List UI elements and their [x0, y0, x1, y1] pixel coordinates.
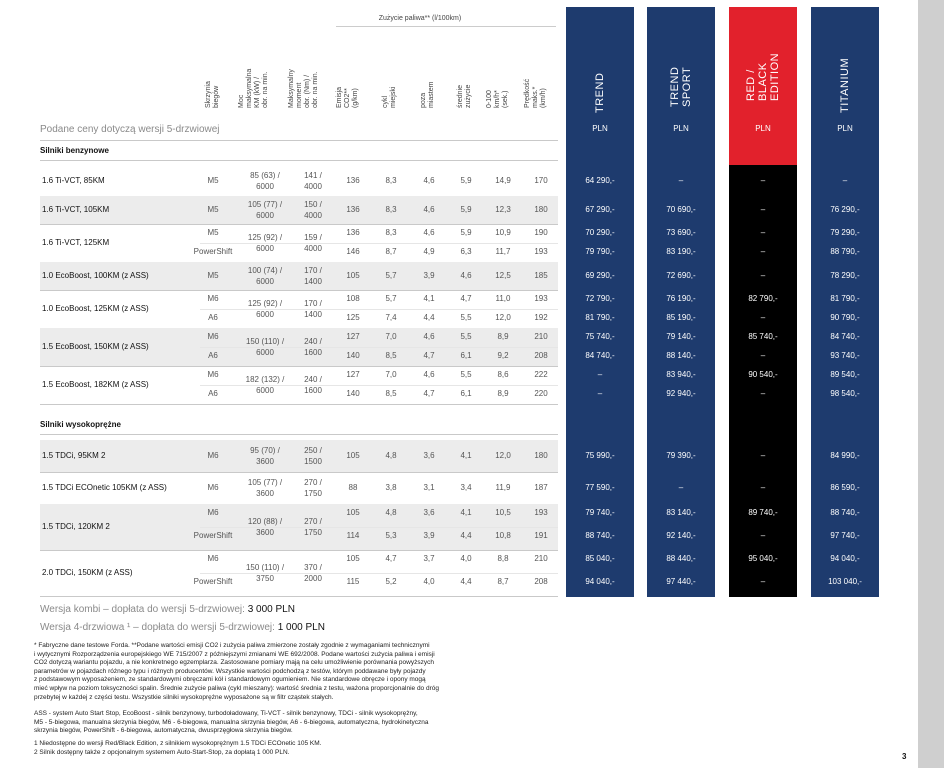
- price-value: 70 290,-: [585, 228, 615, 237]
- price-value: 88 790,-: [830, 247, 860, 256]
- spec-vmax: 191: [534, 531, 548, 540]
- subrow-divider: [200, 309, 558, 310]
- price-value: –: [760, 351, 766, 360]
- spec-hwy: 3,9: [423, 531, 435, 540]
- footnote-line: * Fabryczne dane testowe Forda. **Podane wartości emisji CO2 i zużycia paliwa zmierzone zostały zgodnie z wymaganiami technicznymi: [34, 642, 430, 649]
- price-value: 89 740,-: [748, 508, 778, 517]
- spec-avg: 5,5: [460, 332, 472, 341]
- spec-vmax: 193: [534, 508, 548, 517]
- spec-co2: 105: [346, 451, 360, 460]
- subrow-divider: [200, 385, 558, 386]
- spec-city: 4,8: [385, 451, 397, 460]
- spec-city: 7,0: [385, 370, 397, 379]
- price-value: 75 990,-: [585, 451, 615, 460]
- spec-hwy: 3,6: [423, 508, 435, 517]
- spec-hwy: 3,9: [423, 271, 435, 280]
- row-divider: [40, 290, 558, 291]
- price-value: 88 140,-: [666, 351, 696, 360]
- spec-header: [336, 28, 382, 108]
- row-divider: [40, 596, 558, 597]
- power-value: 105 (77) / 3600: [247, 478, 283, 498]
- spec-vmax: 210: [534, 554, 548, 563]
- subrow-divider: [200, 527, 558, 528]
- spec-acc: 8,7: [497, 577, 509, 586]
- power-value: 95 (70) / 3600: [250, 446, 280, 466]
- price-value: 97 740,-: [830, 531, 860, 540]
- price-value: –: [760, 313, 766, 322]
- spec-gear: A6: [208, 389, 218, 398]
- price-value: 92 140,-: [666, 531, 696, 540]
- trim-column-currency: PLN: [673, 124, 689, 133]
- price-value: 98 540,-: [830, 389, 860, 398]
- row-divider: [40, 550, 558, 551]
- spec-city: 5,7: [385, 271, 397, 280]
- spec-vmax: 187: [534, 483, 548, 492]
- price-value: 76 190,-: [666, 294, 696, 303]
- spec-city: 4,8: [385, 508, 397, 517]
- spec-co2: 105: [346, 508, 360, 517]
- spec-city: 4,7: [385, 554, 397, 563]
- spec-gear: A6: [208, 351, 218, 360]
- spec-hwy: 4,7: [423, 389, 435, 398]
- power-value: 125 (92) / 6000: [247, 233, 283, 253]
- spec-avg: 5,9: [460, 228, 472, 237]
- price-value: 81 790,-: [830, 294, 860, 303]
- price-value: 97 440,-: [666, 577, 696, 586]
- spec-gear: PowerShift: [193, 247, 233, 256]
- price-value: 79 740,-: [585, 508, 615, 517]
- spec-header: [524, 28, 570, 108]
- spec-vmax: 185: [534, 271, 548, 280]
- price-value: 70 690,-: [666, 205, 696, 214]
- endnote-line: 2 Silnik dostępny także z opcjonalnym systemem Auto-Start-Stop, za dopłatą 1 000 PLN.: [34, 748, 290, 756]
- price-value: 85 040,-: [585, 554, 615, 563]
- spec-avg: 4,7: [460, 294, 472, 303]
- engine-name: 2.0 TDCi, 150KM (z ASS): [42, 568, 133, 577]
- kombi-note: [40, 604, 295, 615]
- trim-column-currency: PLN: [592, 124, 608, 133]
- spec-gear: M6: [207, 332, 219, 341]
- spec-gear: M5: [207, 271, 219, 280]
- spec-hwy: 4,4: [423, 313, 435, 322]
- spec-acc: 10,9: [495, 228, 511, 237]
- price-value: –: [760, 577, 766, 586]
- spec-co2: 127: [346, 370, 360, 379]
- spec-co2: 115: [346, 577, 360, 586]
- price-value: 64 290,-: [585, 176, 615, 185]
- spec-hwy: 4,6: [423, 332, 435, 341]
- section-rule: [40, 434, 558, 435]
- price-value: 81 790,-: [585, 313, 615, 322]
- power-value: 85 (63) / 6000: [250, 171, 280, 191]
- spec-gear: M5: [207, 176, 219, 185]
- subrow-divider: [200, 573, 558, 574]
- engine-name: 1.0 EcoBoost, 125KM (z ASS): [42, 304, 149, 313]
- section-rule: [40, 160, 558, 161]
- price-value: –: [760, 228, 766, 237]
- price-value: –: [760, 451, 766, 460]
- engine-name: 1.6 Ti-VCT, 105KM: [42, 205, 110, 214]
- trim-column-header: [566, 7, 634, 165]
- price-value: 73 690,-: [666, 228, 696, 237]
- subrow-divider: [200, 243, 558, 244]
- row-divider: [40, 224, 558, 225]
- spec-hwy: 4,0: [423, 577, 435, 586]
- price-value: 79 790,-: [585, 247, 615, 256]
- price-value: 86 590,-: [830, 483, 860, 492]
- spec-co2: 114: [346, 531, 360, 540]
- price-value: 93 740,-: [830, 351, 860, 360]
- fuel-header-rule: [336, 26, 556, 27]
- price-value: 85 740,-: [748, 332, 778, 341]
- kombi-note-label: Wersja kombi – dopłata do wersji 5-drzwiowej:: [40, 604, 248, 615]
- price-value: 94 040,-: [585, 577, 615, 586]
- spec-avg: 6,3: [460, 247, 472, 256]
- spec-acc: 12,0: [495, 451, 511, 460]
- spec-header-text: Emisja CO2** (g/km): [336, 86, 359, 108]
- spec-acc: 8,8: [497, 554, 509, 563]
- spec-co2: 140: [346, 389, 360, 398]
- spec-avg: 4,4: [460, 531, 472, 540]
- page-number: 3: [902, 752, 907, 761]
- spec-vmax: 208: [534, 351, 548, 360]
- engine-name: 1.6 Ti-VCT, 125KM: [42, 238, 110, 247]
- price-value: 85 190,-: [666, 313, 696, 322]
- spec-avg: 5,9: [460, 176, 472, 185]
- row-divider: [40, 404, 558, 405]
- power-value: 105 (77) / 6000: [247, 200, 283, 220]
- spec-header-text: Maksymalny moment obr. (Nm) / obr. na min.: [288, 69, 319, 108]
- spec-city: 8,5: [385, 389, 397, 398]
- power-value: 125 (92) / 6000: [247, 299, 283, 319]
- price-value: 84 740,-: [585, 351, 615, 360]
- spec-header-text: Prędkość maks.* (km/h): [524, 78, 547, 108]
- subrow-divider: [200, 347, 558, 348]
- price-value: –: [760, 483, 766, 492]
- torque-value: 170 / 1400: [304, 266, 322, 286]
- spec-gear: M5: [207, 228, 219, 237]
- spec-gear: M6: [207, 554, 219, 563]
- torque-value: 250 / 1500: [304, 446, 322, 466]
- price-value: 84 990,-: [830, 451, 860, 460]
- spec-gear: PowerShift: [193, 531, 233, 540]
- spec-acc: 12,3: [495, 205, 511, 214]
- spec-co2: 105: [346, 554, 360, 563]
- spec-acc: 8,6: [497, 370, 509, 379]
- price-value: 78 290,-: [830, 271, 860, 280]
- spec-hwy: 4,6: [423, 370, 435, 379]
- spec-hwy: 4,6: [423, 228, 435, 237]
- torque-value: 240 / 1600: [304, 337, 322, 357]
- spec-vmax: 193: [534, 247, 548, 256]
- spec-header-text: 0-100 km/h* (sek.): [486, 90, 509, 108]
- trim-column-name: TREND SPORT: [669, 66, 693, 107]
- engine-name: 1.6 Ti-VCT, 85KM: [42, 176, 105, 185]
- spec-gear: M6: [207, 370, 219, 379]
- spec-city: 5,3: [385, 531, 397, 540]
- engine-name: 1.5 TDCi, 95KM 2: [42, 451, 106, 460]
- spec-co2: 105: [346, 271, 360, 280]
- endnote-line: 1 Niedostępne do wersji Red/Black Edition, z silnikiem wysokoprężnym 1.5 TDCi ECOnetic 105 KM.: [34, 740, 322, 747]
- spec-avg: 5,9: [460, 205, 472, 214]
- spec-avg: 5,5: [460, 313, 472, 322]
- spec-city: 5,7: [385, 294, 397, 303]
- kombi-note-value: 3 000 PLN: [247, 604, 295, 615]
- spec-city: 5,2: [385, 577, 397, 586]
- spec-acc: 12,0: [495, 313, 511, 322]
- price-value: 94 040,-: [830, 554, 860, 563]
- spec-vmax: 208: [534, 577, 548, 586]
- spec-header: [382, 28, 420, 108]
- spec-gear: M6: [207, 483, 219, 492]
- power-value: 150 (110) / 6000: [245, 337, 285, 357]
- spec-city: 8,7: [385, 247, 397, 256]
- torque-value: 370 / 2000: [304, 563, 322, 583]
- price-value: –: [678, 176, 684, 185]
- spec-avg: 4,0: [460, 554, 472, 563]
- price-value: 84 740,-: [830, 332, 860, 341]
- price-value: –: [760, 389, 766, 398]
- price-value: 72 690,-: [666, 271, 696, 280]
- spec-avg: 5,5: [460, 370, 472, 379]
- spec-hwy: 4,6: [423, 176, 435, 185]
- spec-vmax: 190: [534, 228, 548, 237]
- notice-text: Podane ceny dotyczą wersji 5-drzwiowej: [40, 124, 220, 135]
- page-edge: [918, 0, 944, 768]
- spec-hwy: 4,9: [423, 247, 435, 256]
- spec-co2: 140: [346, 351, 360, 360]
- spec-co2: 136: [346, 176, 360, 185]
- spec-gear: M5: [207, 205, 219, 214]
- four-door-note-value: 1 000 PLN: [277, 622, 325, 633]
- price-value: 79 390,-: [666, 451, 696, 460]
- spec-city: 3,8: [385, 483, 397, 492]
- spec-header-text: cykl miejski: [382, 86, 397, 108]
- trim-column-name: TITANIUM: [839, 57, 851, 113]
- spec-acc: 14,9: [495, 176, 511, 185]
- spec-avg: 4,4: [460, 577, 472, 586]
- table-top-rule: [40, 140, 558, 141]
- spec-co2: 136: [346, 228, 360, 237]
- trim-column-currency: PLN: [755, 124, 771, 133]
- spec-avg: 4,1: [460, 508, 472, 517]
- price-value: 83 190,-: [666, 247, 696, 256]
- row-divider: [40, 366, 558, 367]
- engine-name: 1.5 TDCi ECOnetic 105KM (z ASS): [42, 483, 167, 492]
- fuel-header: Zużycie paliwa** (l/100km): [378, 15, 462, 22]
- engine-name: 1.0 EcoBoost, 100KM (z ASS): [42, 271, 149, 280]
- spec-header: [420, 28, 458, 108]
- spec-header-text: średnie zużycie: [457, 84, 472, 108]
- spec-city: 8,3: [385, 176, 397, 185]
- torque-value: 170 / 1400: [304, 299, 322, 319]
- torque-value: 270 / 1750: [304, 517, 322, 537]
- price-value: 83 140,-: [666, 508, 696, 517]
- power-value: 182 (132) / 6000: [245, 375, 285, 395]
- spec-vmax: 193: [534, 294, 548, 303]
- spec-co2: 146: [346, 247, 360, 256]
- spec-acc: 11,9: [495, 483, 511, 492]
- power-value: 120 (88) / 3600: [247, 517, 283, 537]
- spec-acc: 8,9: [497, 389, 509, 398]
- price-value: 92 940,-: [666, 389, 696, 398]
- spec-avg: 4,1: [460, 451, 472, 460]
- torque-value: 141 / 4000: [304, 171, 322, 191]
- price-value: 82 790,-: [748, 294, 778, 303]
- torque-value: 240 / 1600: [304, 375, 322, 395]
- spec-gear: M6: [207, 294, 219, 303]
- price-value: 69 290,-: [585, 271, 615, 280]
- price-value: –: [597, 370, 603, 379]
- spec-acc: 11,0: [495, 294, 511, 303]
- price-value: 88 740,-: [830, 508, 860, 517]
- power-value: 150 (110) / 3750: [245, 563, 285, 583]
- spec-hwy: 3,7: [423, 554, 435, 563]
- spec-vmax: 192: [534, 313, 548, 322]
- torque-value: 270 / 1750: [304, 478, 322, 498]
- spec-hwy: 4,6: [423, 205, 435, 214]
- price-value: –: [760, 271, 766, 280]
- torque-value: 159 / 4000: [304, 233, 322, 253]
- price-value: –: [842, 176, 848, 185]
- four-door-note: [40, 622, 325, 633]
- price-value: 89 540,-: [830, 370, 860, 379]
- price-value: 90 540,-: [748, 370, 778, 379]
- spec-acc: 12,5: [495, 271, 511, 280]
- spec-gear: M6: [207, 451, 219, 460]
- footnote-line: i wytycznymi Rozporządzenia europejskiego WE 715/2007 z późniejszymi zmianami WE 692/2008. Podane wartości zużycia paliwa i emisji: [34, 650, 435, 658]
- price-value: –: [760, 205, 766, 214]
- price-value: 103 040,-: [828, 577, 862, 586]
- abbreviation-line: M5 - 5-biegowa, manualna skrzynia biegów, M6 - 6-biegowa, manualna skrzynia biegów, A6 - 6-biegowa, automatyczna, hydrokinetyczna: [34, 718, 429, 726]
- spec-acc: 8,9: [497, 332, 509, 341]
- trim-column-name: TREND: [594, 72, 606, 113]
- price-value: 90 790,-: [830, 313, 860, 322]
- price-value: 75 740,-: [585, 332, 615, 341]
- price-value: 76 290,-: [830, 205, 860, 214]
- spec-city: 7,4: [385, 313, 397, 322]
- spec-acc: 10,5: [495, 508, 511, 517]
- spec-vmax: 180: [534, 451, 548, 460]
- row-divider: [40, 472, 558, 473]
- spec-gear: M6: [207, 508, 219, 517]
- spec-co2: 136: [346, 205, 360, 214]
- trim-column-currency: PLN: [837, 124, 853, 133]
- footnote-line: CO2 dotyczą wariantu pojazdu, a nie konkretnego egzemplarza. Zastosowane pomiary mają na celu umożliwienie porównania powyższych: [34, 659, 434, 667]
- trim-column-header: [811, 7, 879, 165]
- price-value: –: [760, 247, 766, 256]
- spec-co2: 127: [346, 332, 360, 341]
- price-value: 88 740,-: [585, 531, 615, 540]
- price-value: –: [678, 483, 684, 492]
- four-door-note-label: Wersja 4-drzwiowa ¹ – dopłata do wersji 5-drzwiowej:: [40, 622, 278, 633]
- power-value: 100 (74) / 6000: [247, 266, 283, 286]
- spec-co2: 88: [348, 483, 358, 492]
- spec-header-text: poza miastem: [420, 81, 435, 108]
- footnote-line: mieć wpływ na poziom toksyczności spalin. Średnie zużycie paliwa (cykl mieszany): wartość średnia z testu, ważona proporcjonalnie do dróg: [34, 685, 439, 692]
- spec-header-text: Moc maksymalna KM (kW) / obr. na min.: [238, 68, 269, 108]
- price-value: 79 290,-: [830, 228, 860, 237]
- spec-acc: 9,2: [497, 351, 509, 360]
- footnote-line: z podstawowym wyposażeniem, ze standardowymi obręczami kół i standardowym ogumieniem. Nie standardowe obręcze i opony mogą: [34, 676, 426, 684]
- engine-name: 1.5 EcoBoost, 182KM (z ASS): [42, 380, 149, 389]
- price-value: 67 290,-: [585, 205, 615, 214]
- price-value: 79 140,-: [666, 332, 696, 341]
- spec-vmax: 180: [534, 205, 548, 214]
- spec-city: 8,3: [385, 228, 397, 237]
- spec-acc: 10,8: [495, 531, 511, 540]
- spec-co2: 125: [346, 313, 360, 322]
- spec-city: 8,5: [385, 351, 397, 360]
- price-value: 83 940,-: [666, 370, 696, 379]
- spec-header-text: Skrzynia biegów: [205, 81, 220, 108]
- price-value: –: [597, 389, 603, 398]
- spec-city: 8,3: [385, 205, 397, 214]
- spec-avg: 6,1: [460, 351, 472, 360]
- trim-column-name: RED / BLACK EDITION: [745, 52, 781, 101]
- trim-column-header: [647, 7, 715, 165]
- spec-gear: PowerShift: [193, 577, 233, 586]
- footnote-line: parametrów w pojazdach różnego typu i różnych producentów. Wszystkie wartości podchodzą z testów, którym poddawane były pojazdy: [34, 667, 426, 675]
- spec-hwy: 4,7: [423, 351, 435, 360]
- section-heading: Silniki wysokoprężne: [40, 420, 121, 429]
- spec-hwy: 3,1: [423, 483, 435, 492]
- spec-city: 7,0: [385, 332, 397, 341]
- torque-value: 150 / 4000: [304, 200, 322, 220]
- spec-acc: 11,7: [495, 247, 511, 256]
- spec-gear: A6: [208, 313, 218, 322]
- section-heading: Silniki benzynowe: [40, 146, 109, 155]
- abbreviation-line: ASS - system Auto Start Stop, EcoBoost - silnik benzynowy, turbodoładowany, Ti-VCT - silnik benzynowy, TDCi - silnik wysokoprężny,: [34, 710, 418, 717]
- price-value: 88 440,-: [666, 554, 696, 563]
- spec-co2: 108: [346, 294, 360, 303]
- spec-vmax: 222: [534, 370, 548, 379]
- spec-avg: 4,6: [460, 271, 472, 280]
- price-value: –: [760, 176, 766, 185]
- spec-vmax: 220: [534, 389, 548, 398]
- abbreviation-line: skrzynia biegów, PowerShift - 6-biegowa, automatyczna, dwusprzęgłowa skrzynia biegów.: [34, 727, 293, 735]
- footnote-line: przebytej w każdej z części testu. Wszystkie silniki wysokoprężne wyposażone są w filtr cząstek stałych.: [34, 693, 334, 701]
- price-value: –: [760, 531, 766, 540]
- spec-hwy: 3,6: [423, 451, 435, 460]
- spec-hwy: 4,1: [423, 294, 435, 303]
- price-value: 72 790,-: [585, 294, 615, 303]
- trim-column-header: [729, 7, 797, 165]
- spec-vmax: 170: [534, 176, 548, 185]
- spec-avg: 3,4: [460, 483, 472, 492]
- price-value: 77 590,-: [585, 483, 615, 492]
- engine-name: 1.5 EcoBoost, 150KM (z ASS): [42, 342, 149, 351]
- spec-vmax: 210: [534, 332, 548, 341]
- spec-avg: 6,1: [460, 389, 472, 398]
- price-value: 95 040,-: [748, 554, 778, 563]
- engine-name: 1.5 TDCi, 120KM 2: [42, 522, 110, 531]
